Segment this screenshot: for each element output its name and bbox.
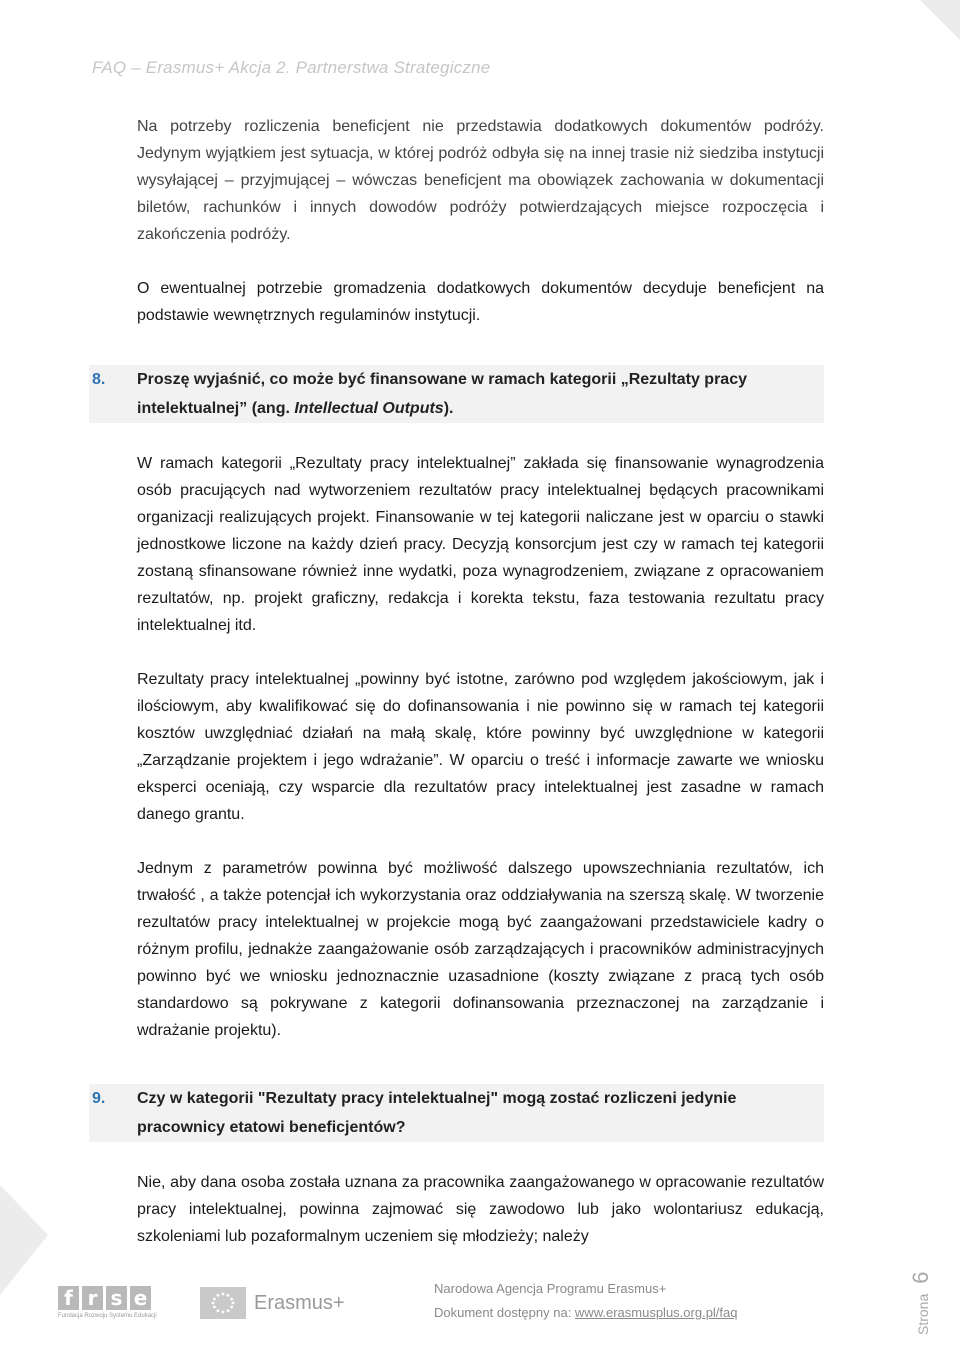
page-number-value: 6	[908, 1271, 933, 1284]
question-number: 8.	[92, 371, 106, 388]
question-text-end: ).	[443, 400, 454, 417]
frse-letter: s	[106, 1286, 127, 1310]
paragraph: Nie, aby dana osoba została uznana za pracownika zaangażowanego w opracowanie rezultatów pracy intelektualnej, powinna zajmować się zawodowo lub jako wolontariusz edukacją, szkoleniami lub pozaformalnym uczeniem się młodzieży; należy	[137, 1174, 824, 1245]
question-number: 9.	[92, 1090, 106, 1107]
frse-letter: r	[82, 1286, 103, 1310]
paragraph: Jednym z parametrów powinna być możliwość dalszego upowszechniania rezultatów, ich trwałość , a także potencjał ich wykorzystania oraz oddziaływania na szerszą skalę. W tworzenie rezultatów pracy intelektualnej w projekcie mogą być zaangażowani przedstawiciele kadry o różnym profilu, jednakże zaangażowanie osób zarządzających i pracowników administracyjnych powinno być we wniosku jednoznacznie uzasadnione (koszty związane z pracą tych osób standardowo są pokrywane z kategorii dofinansowania przeznaczonej na zarządzanie i wdrażanie projektu).	[137, 860, 824, 1039]
page-header: FAQ – Erasmus+ Akcja 2. Partnerstwa Strategiczne	[92, 58, 491, 77]
question-8	[89, 365, 824, 423]
paragraph: Na potrzeby rozliczenia beneficjent nie przedstawia dodatkowych dokumentów podróży. Jedynym wyjątkiem jest sytuacja, w której podróż odbyła się na innej trasie niż siedziba instytucji wysyłającej – przyjmującej – wówczas beneficjent ma obowiązek zachowania w dokumentacji biletów, rachunków i innych dowodów podróży potwierdzających miejsce rozpoczęcia i zakończenia podróży.	[137, 118, 824, 243]
question-text: Czy w kategorii "Rezultaty pracy intelektualnej" mogą zostać rozliczeni jedynie pracownicy etatowi beneficjentów?	[137, 1090, 737, 1136]
frse-letter: e	[130, 1286, 151, 1310]
faq-link[interactable]: www.erasmusplus.org.pl/faq	[574, 1305, 738, 1320]
side-arrow-decoration	[0, 1185, 48, 1295]
corner-decoration	[920, 0, 960, 40]
erasmus-logo-text: Erasmus+	[254, 1291, 345, 1314]
paragraph: W ramach kategorii „Rezultaty pracy intelektualnej” zakłada się finansowanie wynagrodzenia osób pracujących nad wytworzeniem rezultatów pracy intelektualnej będących pracownikami organizacji realizujących projekt. Finansowanie w tej kategorii naliczane jest w oparciu o stawki jednostkowe liczone na każdy dzień pracy. Decyzją konsorcjum jest czy w ramach tej kategorii zostaną sfinansowane również inne wydatki, poza wynagrodzeniem, związane z opracowaniem rezultatów, np. projekt graficzny, redakcja i korekta tekstu, faza testowania rezultatu pracy intelektualnej itd.	[137, 455, 824, 634]
question-text: Proszę wyjaśnić, co może być finansowane w ramach kategorii „Rezultaty pracy intelektualnej” (ang.	[137, 371, 747, 417]
frse-letter: f	[58, 1286, 79, 1310]
document-source	[434, 1301, 738, 1325]
eu-flag-icon	[200, 1287, 246, 1319]
page-label: Strona	[915, 1293, 931, 1335]
page-number	[908, 1272, 934, 1336]
erasmus-logo	[200, 1287, 345, 1319]
question-9	[89, 1084, 824, 1142]
frse-caption: Fundacja Rozwoju Systemu Edukacji	[58, 1313, 157, 1319]
question-text-italic: Intellectual Outputs	[294, 400, 444, 417]
frse-letters	[58, 1286, 158, 1310]
document-body	[92, 113, 824, 1277]
source-prefix: Dokument dostępny na:	[434, 1305, 575, 1320]
paragraph: O ewentualnej potrzebie gromadzenia dodatkowych dokumentów decyduje beneficjent na podstawie wewnętrznych regulaminów instytucji.	[137, 280, 824, 324]
agency-name: Narodowa Agencja Programu Erasmus+	[434, 1281, 667, 1296]
frse-logo	[58, 1286, 158, 1326]
paragraph: Rezultaty pracy intelektualnej „powinny być istotne, zarówno pod względem jakościowym, jak i ilościowym, aby kwalifikować się do dofinansowania i nie powinno się w ramach tej kategorii kosztów uwzględniać działań na małą skalę, które powinny być uwzględnione w kategorii „Zarządzanie projektem i jego wdrażanie”. W oparciu o treść i informacje zawarte we wniosku eksperci oceniają, czy wsparcie dla rezultatów pracy intelektualnej jest zasadne w ramach danego grantu.	[137, 671, 824, 823]
footer-info	[434, 1277, 738, 1325]
